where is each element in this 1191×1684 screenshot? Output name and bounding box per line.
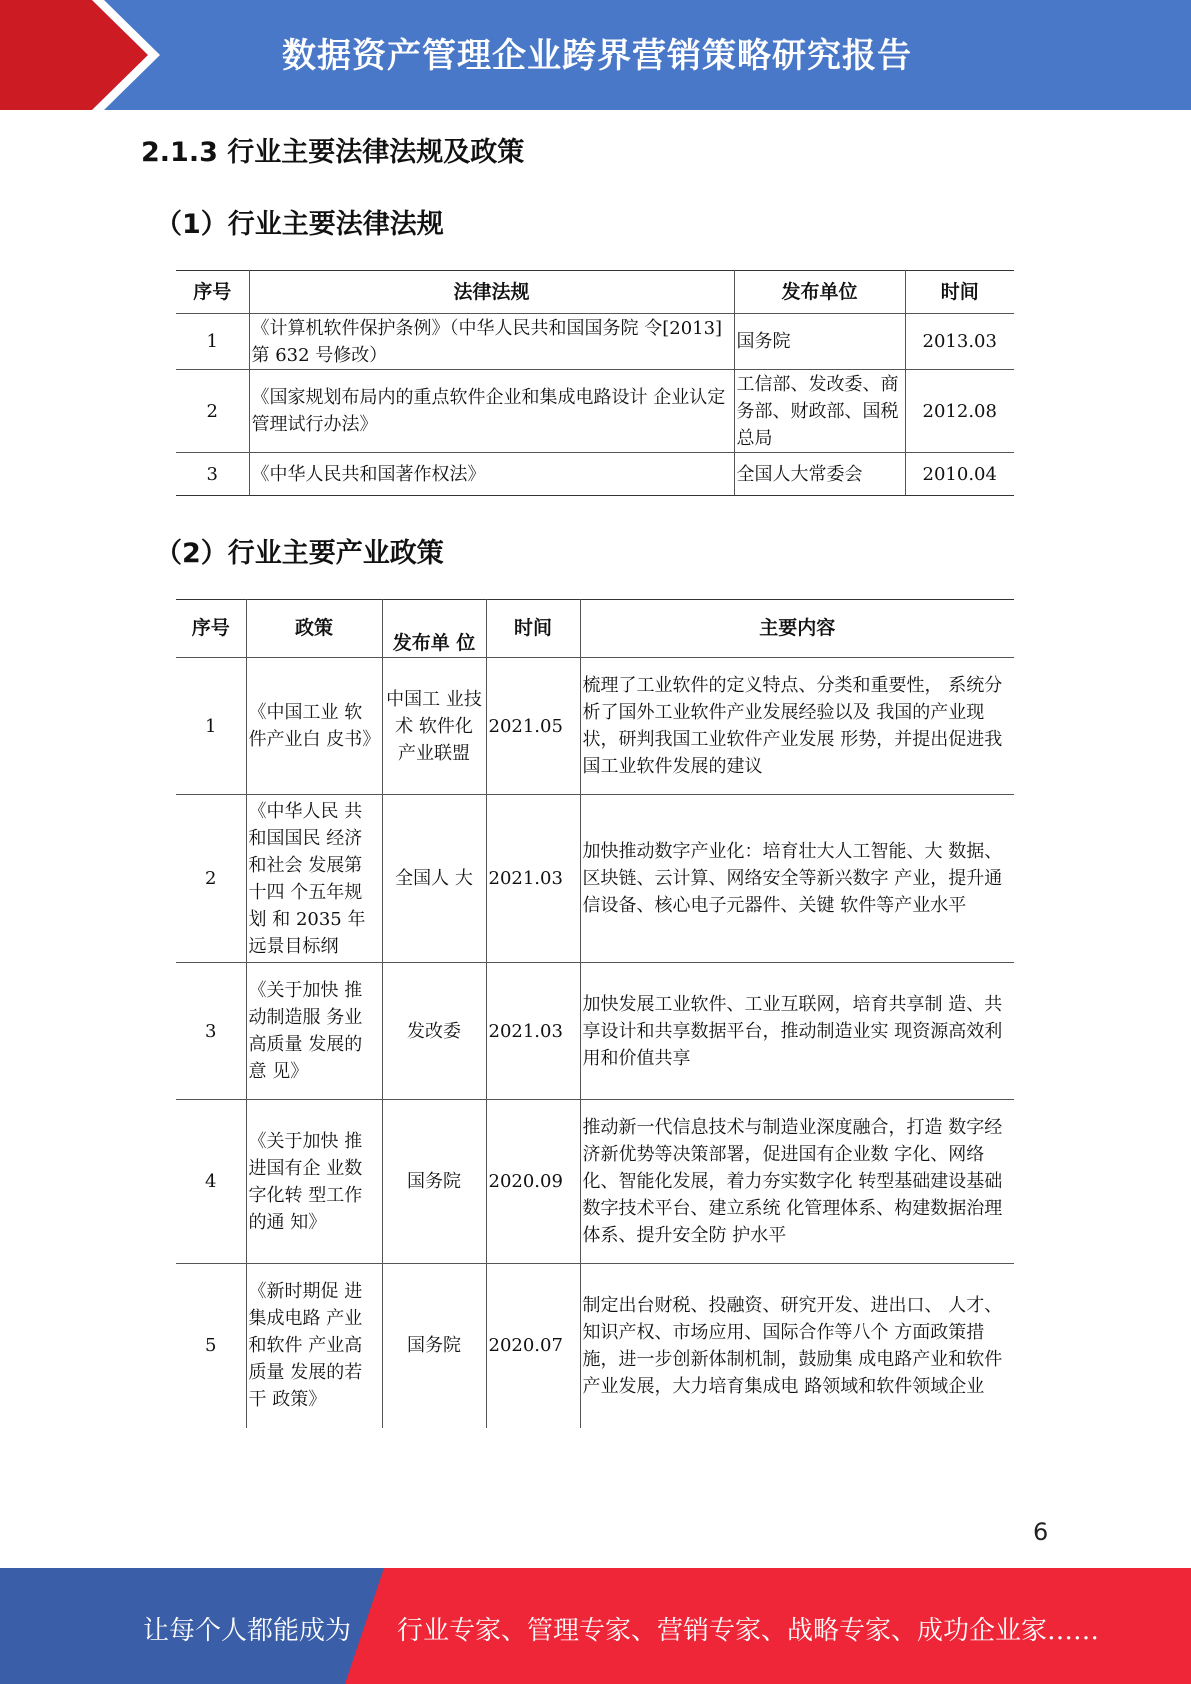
page-number: 6 [1033, 1518, 1049, 1546]
main-content: 推动新一代信息技术与制造业深度融合，打造 数字经济新优势等决策部署，促进国有企业数 字化、网络化、智能化发展，着力夯实数字化 转型基础建设基础数字技术平台、建立系统 化管理体系、构建数据治理体系、提升安全防 护水平 [580, 1100, 1014, 1264]
date: 2020.09 [486, 1100, 580, 1264]
law-name: 《中华人民共和国著作权法》 [249, 453, 734, 496]
laws-table [176, 270, 1014, 496]
report-title: 数据资产管理企业跨界营销策略研究报告 [282, 36, 912, 76]
footer-slogan-left: 让每个人都能成为 [143, 1616, 352, 1646]
header-arrow-icon [0, 0, 160, 110]
column-header: 时间 [905, 271, 1014, 314]
row-number: 3 [176, 453, 249, 496]
issuer: 发改委 [382, 963, 486, 1100]
date: 2021.03 [486, 795, 580, 963]
row-number: 3 [176, 963, 246, 1100]
date: 2012.08 [905, 370, 1014, 453]
issuer: 国务院 [734, 314, 905, 370]
column-header: 序号 [176, 600, 246, 658]
laws-heading: （1）行业主要法律法规 [155, 209, 444, 240]
date: 2013.03 [905, 314, 1014, 370]
row-number: 4 [176, 1100, 246, 1264]
table-header-row [176, 271, 1014, 314]
table-row [176, 453, 1014, 496]
policies-table [176, 599, 1014, 1428]
table-row [176, 314, 1014, 370]
law-name: 《计算机软件保护条例》（中华人民共和国国务院 令[2013]第 632 号修改） [249, 314, 734, 370]
issuer: 工信部、发改委、商务部、财政部、国税总局 [734, 370, 905, 453]
date: 2021.03 [486, 963, 580, 1100]
policy-name: 《中华人民 共和国国民 经济和社会 发展第十四 个五年规划 和 2035 年远景目标纲 [246, 795, 382, 963]
table-row [176, 658, 1014, 795]
column-header: 序号 [176, 271, 249, 314]
row-number: 2 [176, 795, 246, 963]
row-number: 1 [176, 314, 249, 370]
row-number: 2 [176, 370, 249, 453]
table-row [176, 963, 1014, 1100]
main-content: 制定出台财税、投融资、研究开发、进出口、 人才、知识产权、市场应用、国际合作等八个 方面政策措施，进一步创新体制机制，鼓励集 成电路产业和软件产业发展，大力培育集成电 路领域和软件领域企业 [580, 1264, 1014, 1428]
column-header: 时间 [486, 600, 580, 658]
table-row [176, 1100, 1014, 1264]
policy-name: 《关于加快 推动制造服 务业高质量 发展的意 见》 [246, 963, 382, 1100]
row-number: 5 [176, 1264, 246, 1428]
table-row [176, 795, 1014, 963]
date: 2010.04 [905, 453, 1014, 496]
table-row [176, 370, 1014, 453]
issuer: 全国人 大 [382, 795, 486, 963]
column-header: 政策 [246, 600, 382, 658]
main-content: 加快推动数字产业化：培育壮大人工智能、大 数据、区块链、云计算、网络安全等新兴数字 产业，提升通信设备、核心电子元器件、关键 软件等产业水平 [580, 795, 1014, 963]
date: 2021.05 [486, 658, 580, 795]
table-header-row [176, 600, 1014, 658]
law-name: 《国家规划布局内的重点软件企业和集成电路设计 企业认定管理试行办法》 [249, 370, 734, 453]
policies-heading: （2）行业主要产业政策 [155, 538, 444, 569]
issuer: 全国人大常委会 [734, 453, 905, 496]
page-footer [0, 1568, 1191, 1684]
main-content: 梳理了工业软件的定义特点、分类和重要性， 系统分析了国外工业软件产业发展经验以及 我国的产业现状，研判我国工业软件产业发展 形势，并提出促进我国工业软件发展的建议 [580, 658, 1014, 795]
policy-name: 《新时期促 进集成电路 产业和软件 产业高质量 发展的若干 政策》 [246, 1264, 382, 1428]
policy-name: 《中国工业 软件产业白 皮书》 [246, 658, 382, 795]
table-row [176, 1264, 1014, 1428]
column-header: 发布单 位 [382, 600, 486, 658]
column-header: 主要内容 [580, 600, 1014, 658]
section-heading: 2.1.3 行业主要法律法规及政策 [141, 137, 525, 168]
issuer: 中国工 业技术 软件化 产业联盟 [382, 658, 486, 795]
column-header: 发布单位 [734, 271, 905, 314]
column-header: 法律法规 [249, 271, 734, 314]
footer-slogan-right: 行业专家、管理专家、营销专家、战略专家、成功企业家…… [397, 1616, 1100, 1646]
page-header [0, 0, 1191, 110]
row-number: 1 [176, 658, 246, 795]
main-content: 加快发展工业软件、工业互联网，培育共享制 造、共享设计和共享数据平台，推动制造业实 现资源高效利用和价值共享 [580, 963, 1014, 1100]
issuer: 国务院 [382, 1100, 486, 1264]
issuer: 国务院 [382, 1264, 486, 1428]
date: 2020.07 [486, 1264, 580, 1428]
policy-name: 《关于加快 推进国有企 业数字化转 型工作的通 知》 [246, 1100, 382, 1264]
